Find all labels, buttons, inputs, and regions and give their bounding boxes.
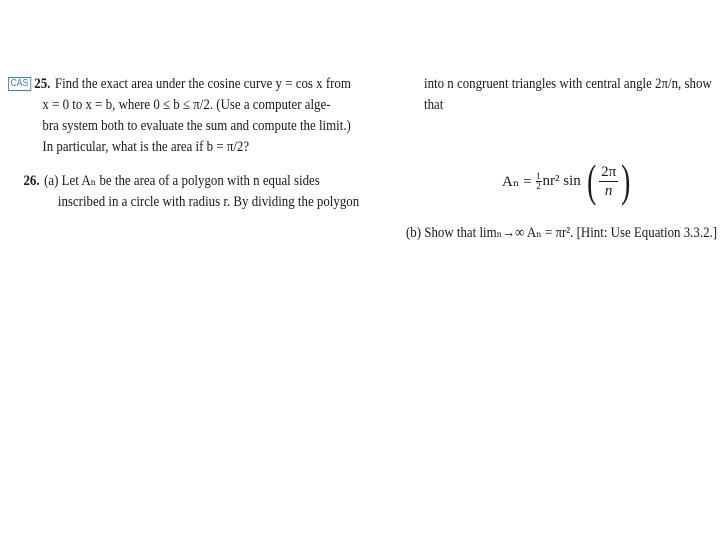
formula-coefficient bbox=[536, 172, 542, 191]
problem-26-cont-line-1: into n congruent triangles with central angle 2π/n, show bbox=[424, 76, 712, 92]
formula-lhs: Aₙ = bbox=[502, 173, 532, 190]
fraction-denominator: n bbox=[604, 182, 613, 199]
left-column bbox=[8, 74, 388, 213]
coef-denominator: 2 bbox=[536, 180, 541, 191]
problem-25-text-1: Find the exact area under the cosine curve y = cos x from bbox=[54, 76, 351, 92]
problem-26-cont-line-2: that bbox=[424, 97, 444, 113]
right-paren: ) bbox=[621, 155, 631, 206]
coef-numerator: 1 bbox=[536, 170, 541, 181]
problem-26-line-2: inscribed in a circle with radius r. By dividing the polygon bbox=[57, 194, 360, 210]
problem-25-number: 25. bbox=[34, 76, 51, 92]
problem-25-line-4: In particular, what is the area if b = π/2? bbox=[42, 139, 250, 155]
problem-26 bbox=[8, 171, 388, 213]
fraction-numerator: 2π bbox=[601, 163, 617, 180]
problem-26-number: 26. bbox=[23, 173, 40, 189]
problem-25-line-1 bbox=[8, 74, 351, 95]
formula-middle: nr² sin bbox=[542, 172, 581, 189]
problem-25-line-3: bra system both to evaluate the sum and compute the limit.) bbox=[42, 118, 351, 134]
left-paren: ( bbox=[586, 155, 597, 206]
problem-26-line-1 bbox=[8, 171, 335, 192]
area-formula bbox=[502, 149, 714, 213]
problem-25-line-2: x = 0 to x = b, where 0 ≤ b ≤ π/2. (Use a computer alge- bbox=[42, 97, 331, 113]
problem-26-text-1: (a) Let Aₙ be the area of a polygon with n equal sides bbox=[44, 173, 320, 189]
formula-fraction bbox=[599, 163, 618, 200]
problem-26-part-b: (b) Show that limₙ→∞ Aₙ = πr². [Hint: Use Equation 3.3.2.] bbox=[406, 225, 718, 241]
right-column bbox=[406, 74, 718, 244]
cas-icon: CAS bbox=[8, 77, 31, 91]
